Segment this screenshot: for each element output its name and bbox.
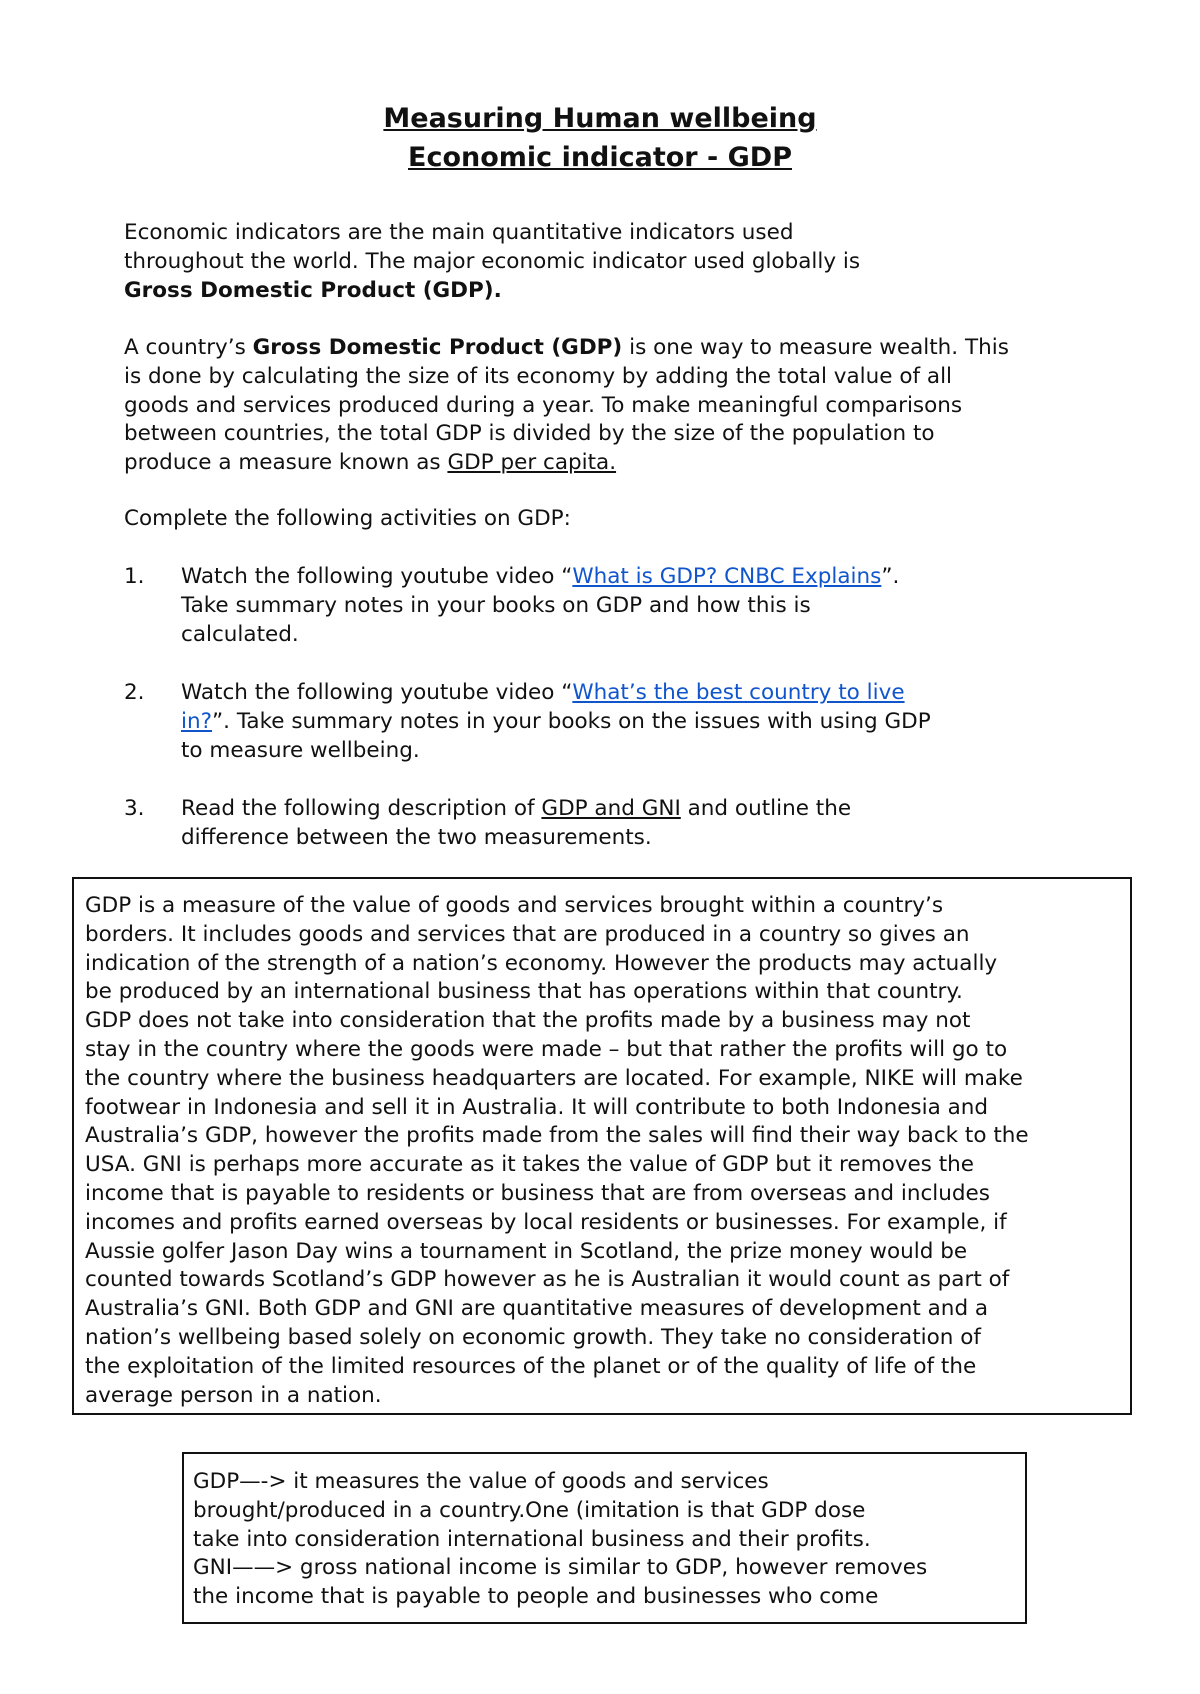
activity-line: to measure wellbeing. — [181, 737, 420, 763]
activity-text: Read the following description of — [181, 796, 542, 821]
description-line: be produced by an international business that has operations within that country. — [85, 979, 963, 1005]
description-line: GDP does not take into consideration that the profits made by a business may not — [85, 1008, 971, 1034]
activity-number: 3. — [124, 796, 145, 821]
description-line: borders. It includes goods and services that are produced in a country so gives an — [85, 921, 970, 947]
description-line: the country where the business headquarters are located. For example, NIKE will make — [85, 1065, 1023, 1091]
description-line: the exploitation of the limited resources of the planet or of the quality of life of the — [85, 1353, 977, 1379]
gdp-text: A country’s — [124, 335, 253, 360]
description-line: income that is payable to residents or business that are from overseas and includes — [85, 1180, 990, 1206]
activity-line — [181, 679, 1081, 708]
answer-line: GNI——> gross national income is similar to GDP, however removes — [193, 1555, 928, 1581]
description-line: GDP is a measure of the value of goods and services brought within a country’s — [85, 893, 944, 918]
activity-text: and outline the — [680, 796, 852, 821]
description-line: Aussie golfer Jason Day wins a tournament in Scotland, the prize money would be — [85, 1238, 968, 1264]
student-answer-box[interactable] — [182, 1452, 1027, 1624]
activity-line: difference between the two measurements. — [181, 824, 652, 850]
gdp-paragraph — [124, 334, 1124, 478]
intro-line-bold: Gross Domestic Product (GDP). — [124, 277, 502, 303]
description-line: stay in the country where the goods were made – but that rather the profits will go to — [85, 1036, 1008, 1062]
intro-paragraph — [124, 219, 1124, 305]
gdp-gni-description-box — [72, 877, 1132, 1415]
gdp-gni-term: GDP and GNI — [541, 796, 681, 821]
description-line: footwear in Indonesia and sell it in Australia. It will contribute to both Indonesia and — [85, 1094, 989, 1120]
cnbc-video-link[interactable]: What is GDP? CNBC Explains — [572, 564, 882, 589]
description-line: average person in a nation. — [85, 1382, 382, 1408]
activity-text: Watch the following youtube video “ — [181, 680, 573, 705]
gdp-bold-term: Gross Domestic Product (GDP) — [252, 335, 623, 360]
activity-number: 1. — [124, 564, 145, 589]
answer-line: brought/produced in a country.One (imitation is that GDP dose — [193, 1497, 866, 1523]
activity-line: calculated. — [181, 621, 299, 647]
gdp-line — [124, 449, 1124, 478]
gdp-per-capita-term: GDP per capita. — [447, 450, 617, 476]
description-line: USA. GNI is perhaps more accurate as it takes the value of GDP but it removes the — [85, 1152, 974, 1178]
activity-text: ”. Take summary notes in your books on the issues with using GDP — [212, 708, 931, 734]
gdp-line — [124, 334, 1124, 363]
activity-text: ”. — [881, 564, 900, 589]
best-country-video-link[interactable]: What’s the best country to live — [572, 680, 905, 705]
description-line: Australia’s GDP, however the profits made from the sales will find their way back to the — [85, 1123, 1029, 1149]
best-country-video-link-cont[interactable]: in? — [181, 708, 213, 734]
activity-line — [181, 795, 1081, 824]
page-title: Measuring Human wellbeing — [383, 103, 817, 134]
activity-line — [181, 563, 1081, 592]
activity-line: Take summary notes in your books on GDP and how this is — [181, 592, 811, 618]
gdp-line: between countries, the total GDP is divided by the size of the population to — [124, 421, 935, 447]
activity-line — [181, 708, 1081, 737]
answer-line: the income that is payable to people and businesses who come — [193, 1584, 879, 1610]
answer-line: GDP—-> it measures the value of goods and services — [193, 1469, 769, 1494]
gdp-line: goods and services produced during a year. To make meaningful comparisons — [124, 392, 963, 418]
gdp-line: is done by calculating the size of its economy by adding the total value of all — [124, 363, 953, 389]
intro-line: throughout the world. The major economic indicator used globally is — [124, 248, 861, 274]
activity-text: Watch the following youtube video “ — [181, 564, 573, 589]
gdp-text: produce a measure known as — [124, 450, 448, 476]
description-line: indication of the strength of a nation’s economy. However the products may actually — [85, 950, 998, 976]
activities-prompt: Complete the following activities on GDP: — [124, 506, 571, 531]
description-line: nation’s wellbeing based solely on economic growth. They take no consideration of — [85, 1324, 981, 1350]
activity-number: 2. — [124, 680, 145, 705]
page-subtitle: Economic indicator - GDP — [408, 142, 792, 173]
answer-line: take into consideration international business and their profits. — [193, 1526, 871, 1552]
description-line: counted towards Scotland’s GDP however as he is Australian it would count as part of — [85, 1267, 1010, 1293]
intro-line: Economic indicators are the main quantitative indicators used — [124, 220, 794, 245]
description-line: Australia’s GNI. Both GDP and GNI are quantitative measures of development and a — [85, 1296, 989, 1322]
description-line: incomes and profits earned overseas by local residents or businesses. For example, if — [85, 1209, 1007, 1235]
gdp-text: is one way to measure wealth. This — [622, 335, 1009, 360]
